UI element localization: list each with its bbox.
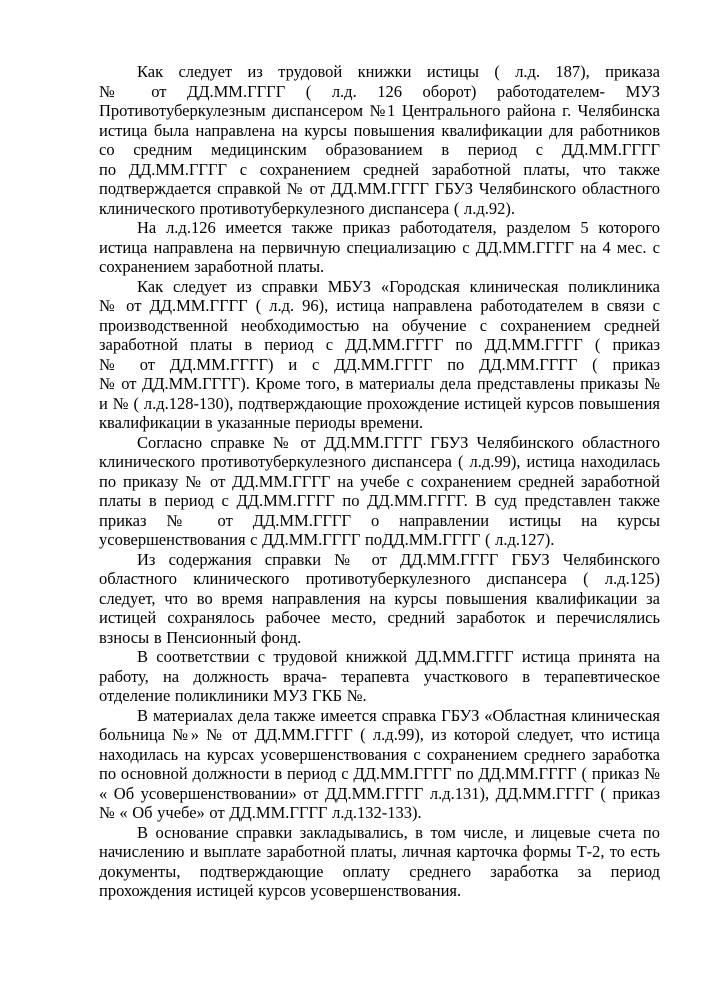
paragraph-oblast-hospital: В материалах дела также имеется справка ГБУЗ «Областная клиническая больница №» № от ДД.ММ.ГГГГ ( л.д.99), из которой следует, что истица находилась на курсах усовершенствования с сохранением среднего заработка по основной должности в период с ДД.ММ.ГГГГ по ДД.ММ.ГГГГ ( приказ № « Об усовершенствовании» от ДД.ММ.ГГГГ л.д.131), ДД.ММ.ГГГГ ( приказ № « Об учебе» от ДД.ММ.ГГГГ л.д.132-133). — [99, 705, 660, 822]
paragraph-mbuz-polyclinic: Как следует из справки МБУЗ «Городская клиническая поликлиника № от ДД.ММ.ГГГГ ( л.д. 96), истица направлена работодателем в связи с производственной необходимостью на обучение с сохранением средней заработной платы в период с ДД.ММ.ГГГГ по ДД.ММ.ГГГГ ( приказ № от ДД.ММ.ГГГГ) и с ДД.ММ.ГГГГ по ДД.ММ.ГГГГ ( приказ № от ДД.ММ.ГГГГ). Кроме того, в материалы дела представлены приказы № и № ( л.д.128-130), подтверждающие прохождение истицей курсов повышения квалификации в указанные периоды времени. — [99, 276, 660, 432]
paragraph-labor-book: Как следует из трудовой книжки истицы ( л.д. 187), приказа № от ДД.ММ.ГГГГ ( л.д. 126 оборот) работодателем- МУЗ Противотуберкулезным диспансером №1 Центрального района г. Челябинска истица была направлена на курсы повышения квалификации для работников со средним медицинским образованием в период с ДД.ММ.ГГГГ по ДД.ММ.ГГГГ с сохранением средней заработной платы, что также подтверждается справкой № от ДД.ММ.ГГГГ ГБУЗ Челябинского областного клинического противотуберкулезного диспансера ( л.д.92). — [99, 62, 660, 218]
paragraph-order-ld126: На л.д.126 имеется также приказ работодателя, разделом 5 которого истица направлена на первичную специализацию с ДД.ММ.ГГГГ на 4 мес. с сохранением заработной платы. — [99, 218, 660, 276]
paragraph-gbuz-dispensary-ld99: Согласно справке № от ДД.ММ.ГГГГ ГБУЗ Челябинского областного клинического противотуберкулезного диспансера ( л.д.99), истица находилась по приказу № от ДД.ММ.ГГГГ на учебе с сохранением средней заработной платы в период с ДД.ММ.ГГГГ по ДД.ММ.ГГГГ. В суд представлен также приказ № от ДД.ММ.ГГГГ о направлении истицы на курсы усовершенствования с ДД.ММ.ГГГГ поДД.ММ.ГГГГ ( л.д.127). — [99, 432, 660, 549]
document-text-block — [99, 62, 660, 901]
paragraph-gbuz-dispensary-ld125: Из содержания справки № от ДД.ММ.ГГГГ ГБУЗ Челябинского областного клинического противотуберкулезного диспансера ( л.д.125) следует, что во время направления на курсы повышения квалификации за истицей сохранялось рабочее место, средний заработок и перечислялись взносы в Пенсионный фонд. — [99, 549, 660, 647]
paragraph-certificate-basis: В основание справки закладывались, в том числе, и лицевые счета по начислению и выплате заработной платы, личная карточка формы Т-2, то есть документы, подтверждающие оплату среднего заработка за период прохождения истицей курсов усовершенствования. — [99, 822, 660, 900]
paragraph-employment-record: В соответствии с трудовой книжкой ДД.ММ.ГГГГ истица принята на работу, на должность врача- терапевта участкового в терапевтическое отделение поликлиники МУЗ ГКБ №. — [99, 647, 660, 705]
